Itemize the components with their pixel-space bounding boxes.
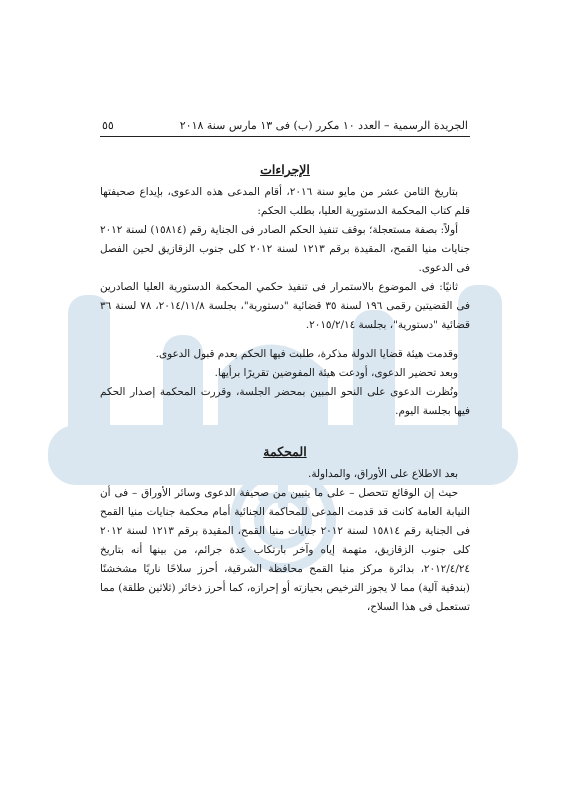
procedures-section [100, 183, 470, 421]
procedures-paragraph: بتاريخ الثامن عشر من مايو سنة ٢٠١٦، أقام المدعى هذه الدعوى، بإيداع صحيفتها قلم كتاب المحكمة الدستورية العليا، بطلب الحكم: [100, 186, 470, 217]
document-page [100, 118, 470, 617]
court-title: المحكمة [263, 444, 307, 459]
court-paragraph: بعد الاطلاع على الأوراق، والمداولة. [308, 468, 458, 480]
page-number: ٥٥ [102, 119, 114, 132]
procedures-paragraph: أولاً: بصفة مستعجلة؛ بوقف تنفيذ الحكم الصادر فى الجناية رقم (١٥٨١٤) لسنة ٢٠١٢ جنايات منيا القمح، المقيدة برقم ١٢١٣ لسنة ٢٠١٢ كلى جنوب الزقازيق لحين الفصل فى الدعوى. [100, 224, 470, 274]
court-section [100, 465, 470, 617]
procedures-paragraph: وبعد تحضير الدعوى، أودعت هيئة المفوضين تقريرًا برأيها. [214, 367, 458, 379]
court-paragraph: حيث إن الوقائع تتحصل – على ما يتبين من صحيفة الدعوى وسائر الأوراق – فى أن النيابة العامة كانت قد قدمت المدعى للمحاكمة الجنائية أمام محكمة جنايات منيا القمح فى الجناية رقم ١٥٨١٤ لسنة ٢٠١٢ جنايات منيا القمح، المقيدة برقم ١٢١٣ لسنة ٢٠١٢ كلى جنوب الزقازيق، متهمة إياه وآخر بارتكاب عدة جرائم، من بينها أنه بتاريخ ٢٠١٢/٤/٢٤، بدائرة مركز منيا القمح محافظة الشرقية، أحرز سلاحًا ناريًا مشخشنًا (بندقية آلية) مما لا يجوز الترخيص بحيازته أو إحرازه، كما أحرز ذخائر (ثلاثين طلقة) مما تستعمل فى هذا السلاح، [100, 487, 470, 613]
procedures-paragraph: ونُظرت الدعوى على النحو المبين بمحضر الجلسة، وقررت المحكمة إصدار الحكم فيها بجلسة اليوم. [100, 386, 470, 417]
procedures-paragraph: وقدمت هيئة قضايا الدولة مذكرة، طلبت فيها الحكم بعدم قبول الدعوى. [155, 348, 458, 360]
procedures-title: الإجراءات [260, 162, 310, 177]
header-title: الجريدة الرسمية – العدد ١٠ مكرر (ب) فى ١٣ مارس سنة ٢٠١٨ [179, 119, 468, 132]
page-header [100, 118, 470, 137]
procedures-paragraph: ثانيًا: فى الموضوع بالاستمرار فى تنفيذ حكمي المحكمة الدستورية العليا الصادرين فى القضيتين رقمى ١٩٦ لسنة ٣٥ قضائية "دستورية"، بجلسة ٢٠١٤/١١/٨، ٧٨ لسنة ٣٦ قضائية "دستورية"، بجلسة ٢٠١٥/٢/١٤. [100, 281, 470, 331]
